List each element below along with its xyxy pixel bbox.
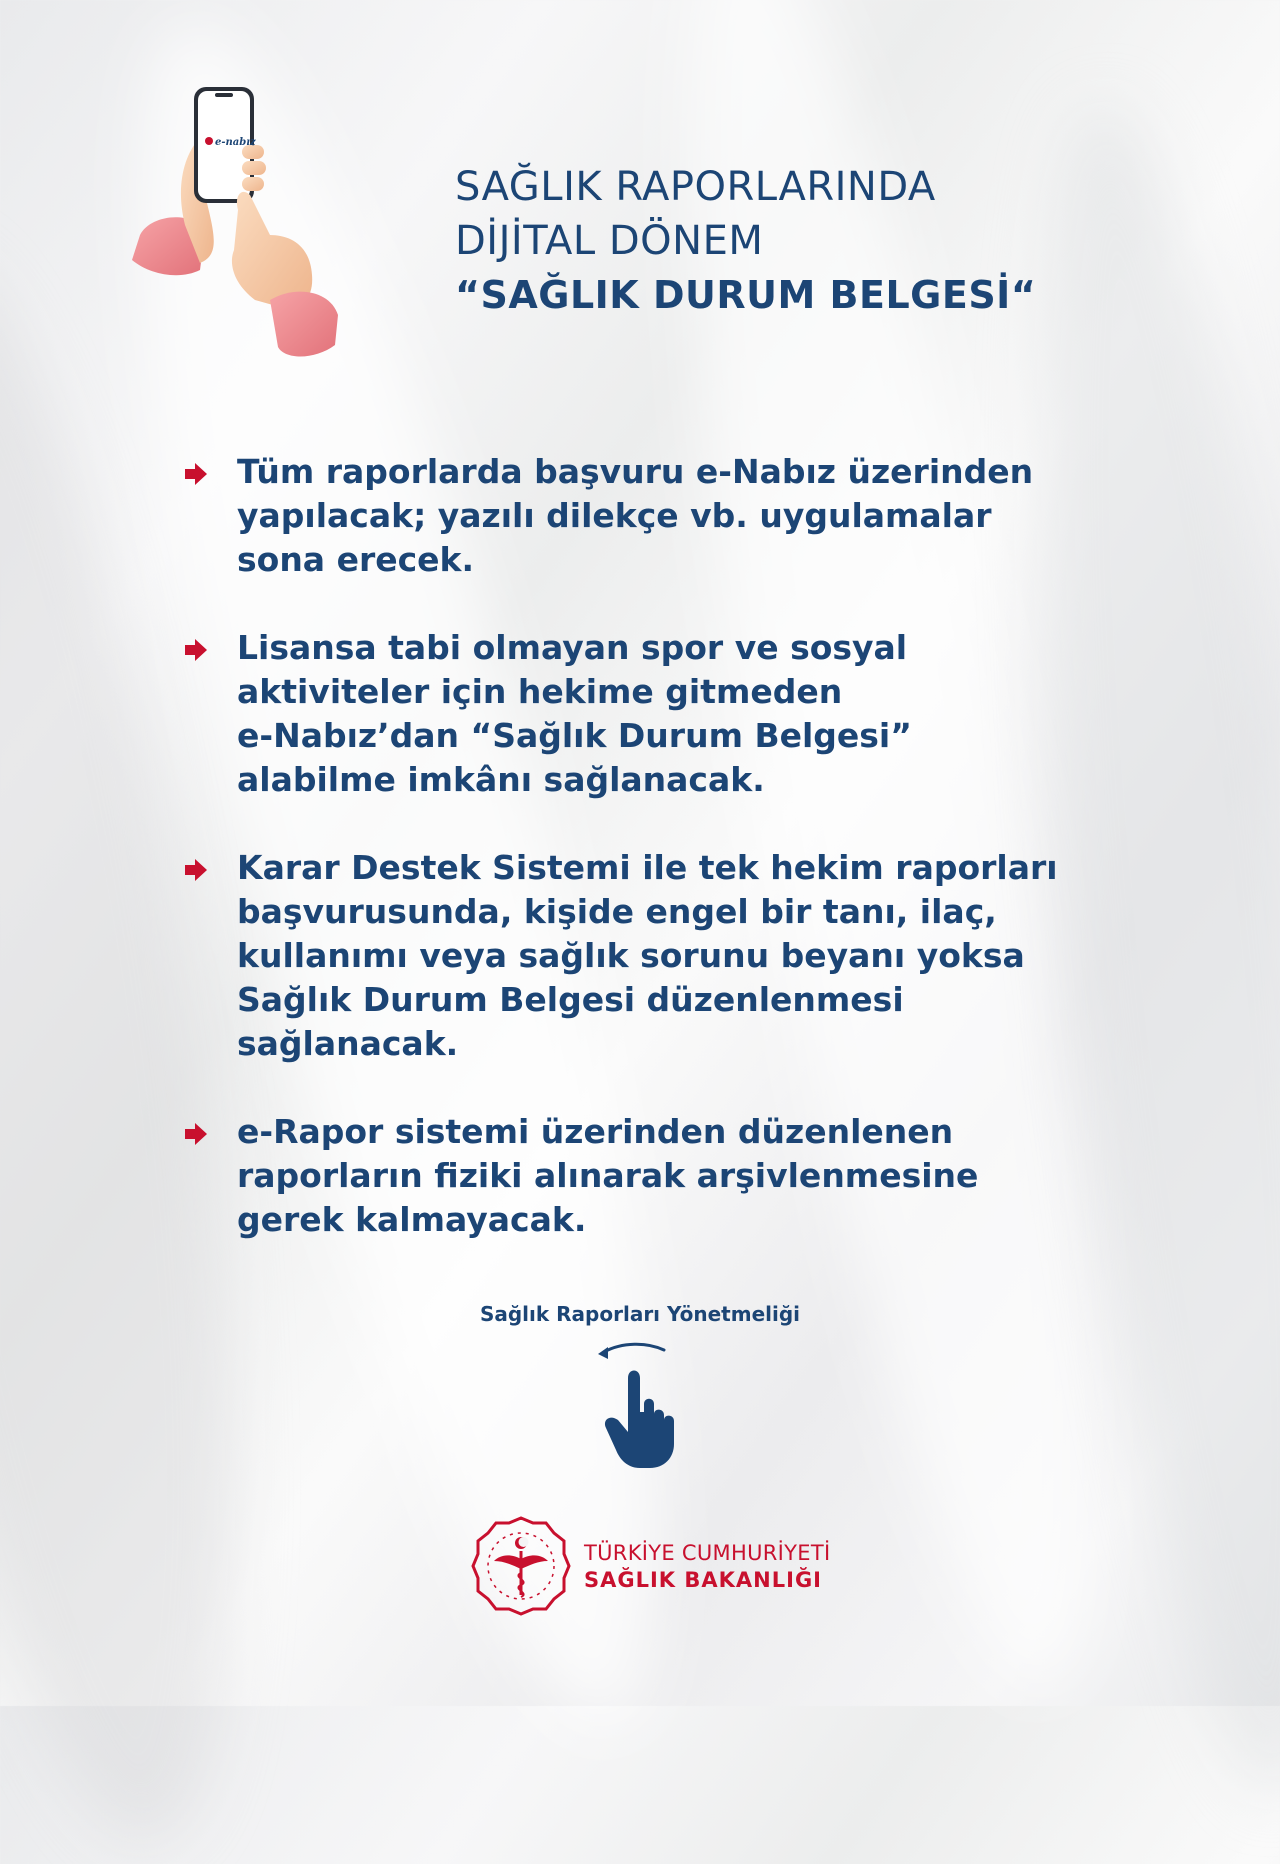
title-line-2: DİJİTAL DÖNEM — [455, 218, 764, 264]
bullet-text: Tüm raporlarda başvuru e-Nabız üzerinden yapılacak; yazılı dilekçe vb. uygulamalar sona erecek. — [237, 452, 1034, 579]
red-arrow-icon — [183, 858, 209, 882]
title-line-3: “SAĞLIK DURUM BELGESİ“ — [455, 273, 1037, 317]
red-arrow-icon — [183, 638, 209, 662]
title-line-1: SAĞLIK RAPORLARINDA — [455, 164, 936, 210]
list-item — [183, 450, 1203, 582]
hand-holding-phone-icon — [130, 85, 350, 385]
org-line-2: SAĞLIK BAKANLIĞI — [584, 1568, 822, 1592]
organization-name — [584, 1540, 830, 1594]
bullet-text: Karar Destek Sistemi ile tek hekim raporları başvurusunda, kişide engel bir tanı, ilaç, kullanımı veya sağlık sorunu beyanı yoksa Sağlık Durum Belgesi düzenlenmesi sağlanacak. — [237, 848, 1058, 1063]
source-label: Sağlık Raporları Yönetmeliği — [479, 1302, 801, 1326]
list-item — [183, 626, 1203, 802]
bullet-list — [183, 450, 1203, 1286]
swipe-left-hand-icon[interactable] — [592, 1340, 692, 1470]
red-arrow-icon — [183, 462, 209, 486]
list-item — [183, 846, 1203, 1066]
app-logo-text: e-nabız — [215, 137, 256, 148]
list-item — [183, 1110, 1203, 1242]
red-arrow-icon — [183, 1122, 209, 1146]
ministry-of-health-emblem — [470, 1515, 572, 1617]
bullet-text: Lisansa tabi olmayan spor ve sosyal aktiviteler için hekime gitmeden e-Nabız’dan “Sağlık Durum Belgesi” alabilme imkânı sağlanacak. — [237, 628, 912, 799]
org-line-1: TÜRKİYE CUMHURİYETİ — [584, 1541, 831, 1565]
bullet-text: e-Rapor sistemi üzerinden düzenlenen raporların fiziki alınarak arşivlenmesine gerek kalmayacak. — [237, 1112, 979, 1239]
page-title — [455, 160, 1036, 322]
